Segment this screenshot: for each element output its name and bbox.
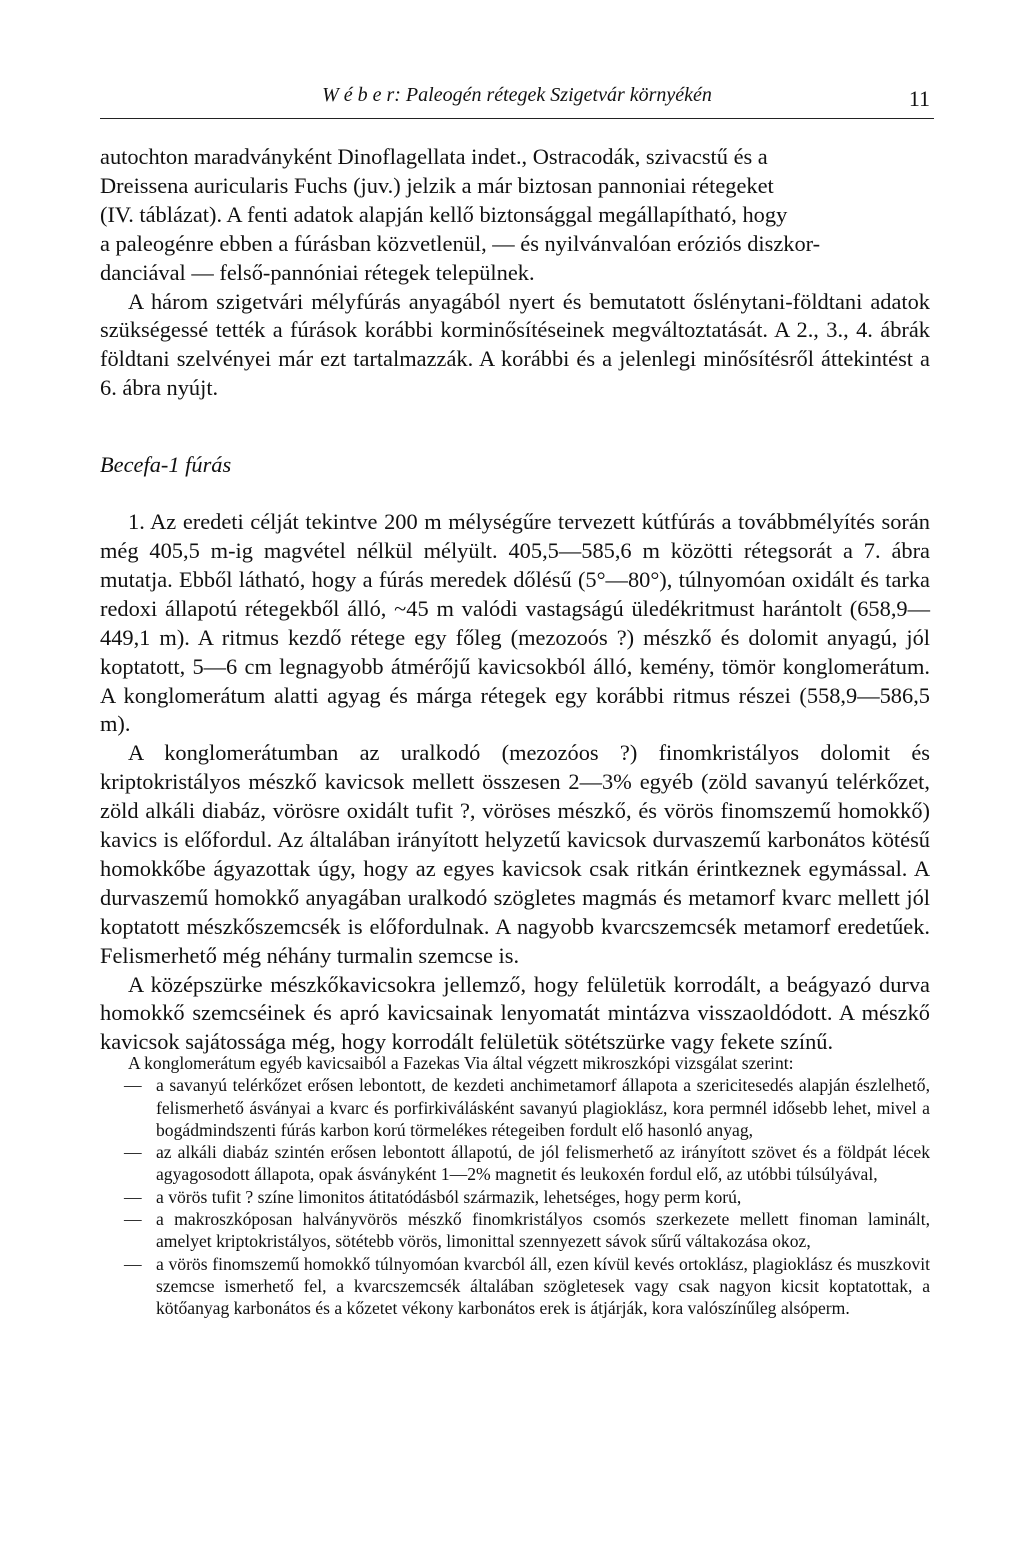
intro-line-5: danciával — felső-pannóniai rétegek települnek. [100, 259, 535, 285]
dash-marker: — [124, 1186, 142, 1207]
footnote [100, 1052, 930, 1320]
footnote-item [100, 1208, 930, 1253]
running-head [100, 78, 934, 119]
dash-marker: — [124, 1142, 142, 1163]
footnote-item-text: a vörös tufit ? színe limonitos átitatódásból származik, lehetséges, hogy perm korú, [156, 1186, 742, 1207]
footnote-item-text: a savanyú telérkőzet erősen lebontott, de kezdeti anchimetamorf állapota a szericitesedés alapján észlelhető, felismerhető ásványai a kvarc és porfirkiválásként savanyú plagioklász, kora permnél idősebb lehet, mivel a bogádmindszenti fúrás karbon korú törmelékes rétegeiben fordult elő hasonló anyag, [156, 1075, 930, 1140]
section-paragraph-2: A konglomerátumban az uralkodó (mezozóos ?) finomkristályos dolomit és kriptokristályos mészkő kavicsok mellett összesen 2—3% egyéb (zöld savanyú telérkőzet, zöld alkáli diabáz, vörösre oxidált tufit ?, vöröses mészkő, és vörös finomszemű homokkő) kavics is előfordul. Az általában irányított helyzetű kavicsok durvaszemű karbonátos kötésű homokkőbe ágyazottak úgy, hogy az egyes kavicsok csak ritkán érintkeznek egymással. A durvaszemű homokkő anyagában uralkodó szögletes magmás és metamorf kvarc mellett jól koptatott mészkőszemcsék is előfordulnak. A nagyobb kvarcszemcsék metamorf eredetűek. Felismerhető még néhány turmalin szemcse is. [100, 740, 930, 968]
intro-line-2: Dreissena auricularis Fuchs (juv.) jelzik a már biztosan pannoniai rétegeket [100, 172, 774, 198]
footnote-item-text: az alkáli diabáz szintén erősen lebontott állapotú, de jól felismerhető az irányított szövet és a földpát lécek agyagosodott állapota, opak ásványként 1—2% magnetit és leukoxén fordul elő, az utóbbi túlsúlyával, [156, 1142, 930, 1185]
intro-line-4: a paleogénre ebben a fúrásban közvetlenül, — és nyilvánvalóan eróziós diszkor- [100, 230, 821, 256]
body-text [100, 143, 930, 1057]
running-head-title: W é b e r: Paleogén rétegek Szigetvár környékén [322, 84, 712, 106]
intro-line-3: (IV. táblázat). A fenti adatok alapján kellő biztonsággal megállapítható, hogy [100, 201, 788, 227]
footnote-item [100, 1074, 930, 1141]
footnote-item [100, 1141, 930, 1186]
dash-marker: — [124, 1253, 142, 1274]
footnote-item-text: a makroszkóposan halványvörös mészkő finomkristályos csomós szerkezete mellett finoman laminált, amelyet kriptokristályos, sötétebb vörös, limonittal szennyezett sávok sűrű váltakozása okoz, [156, 1209, 930, 1252]
intro-line-1: autochton maradványként Dinoflagellata indet., Ostracodák, szivacstű és a [100, 144, 768, 169]
page-number: 11 [908, 86, 930, 111]
footnote-intro: A konglomerátum egyéb kavicsaiból a Fazekas Via által végzett mikroszkópi vizsgálat szerint: [128, 1053, 794, 1073]
footnote-item [100, 1253, 930, 1320]
dash-marker: — [124, 1209, 142, 1230]
footnote-item [100, 1186, 930, 1208]
section-title: Becefa-1 fúrás [100, 452, 232, 478]
intro-paragraph-2: A három szigetvári mélyfúrás anyagából nyert és bemutatott őslénytani-földtani adatok szükségessé tették a fúrások korábbi korminősítéseinek megváltoztatását. A 2., 3., 4. ábrák földtani szelvényei már ezt tartalmazzák. A korábbi és a jelenlegi minősítésről áttekintést a 6. ábra nyújt. [100, 288, 930, 401]
section-paragraph-3: A középszürke mészkőkavicsokra jellemző, hogy felületük korrodált, a beágyazó durva homokkő szemcséinek és apró kavicsainak lenyomatát mintázva visszaoldódott. A mészkő kavicsok sajátossága még, hogy korrodált felületük sötétszürke vagy fekete színű. [100, 971, 930, 1055]
section-paragraph-1: 1. Az eredeti célját tekintve 200 m mélységűre tervezett kútfúrás a továbbmélyítés során még 405,5 m-ig magvétel nélkül mélyült. 405,5—585,6 m közötti rétegsorát a 7. ábra mutatja. Ebből látható, hogy a fúrás meredek dőlésű (5°—80°), túlnyomóan oxidált és tarka redoxi állapotú rétegekből álló, ~45 m valódi vastagságú üledékritmust harántolt (658,9—449,1 m). A ritmus kezdő rétege egy főleg (mezozoós ?) mészkő és dolomit anyagú, jól koptatott, 5—6 cm legnagyobb átmérőjű kavicsokból álló, kemény, tömör konglomerátum. A konglomerátum alatti agyag és márga rétegek egy korábbi ritmus részei (558,9—586,5 m). [100, 509, 930, 737]
dash-marker: — [124, 1075, 142, 1096]
footnote-item-text: a vörös finomszemű homokkő túlnyomóan kvarcból áll, ezen kívül kevés ortoklász, plagioklász és muszkovit szemcse ismerhető fel, a kvarcszemcsék általában szögletesek vagy csak nagyon kicsit koptatottak, a kötőanyag karbonátos és a kőzetet vékony karbonátos erek is átjárják, kora valószínűleg alsóperm. [156, 1253, 930, 1319]
